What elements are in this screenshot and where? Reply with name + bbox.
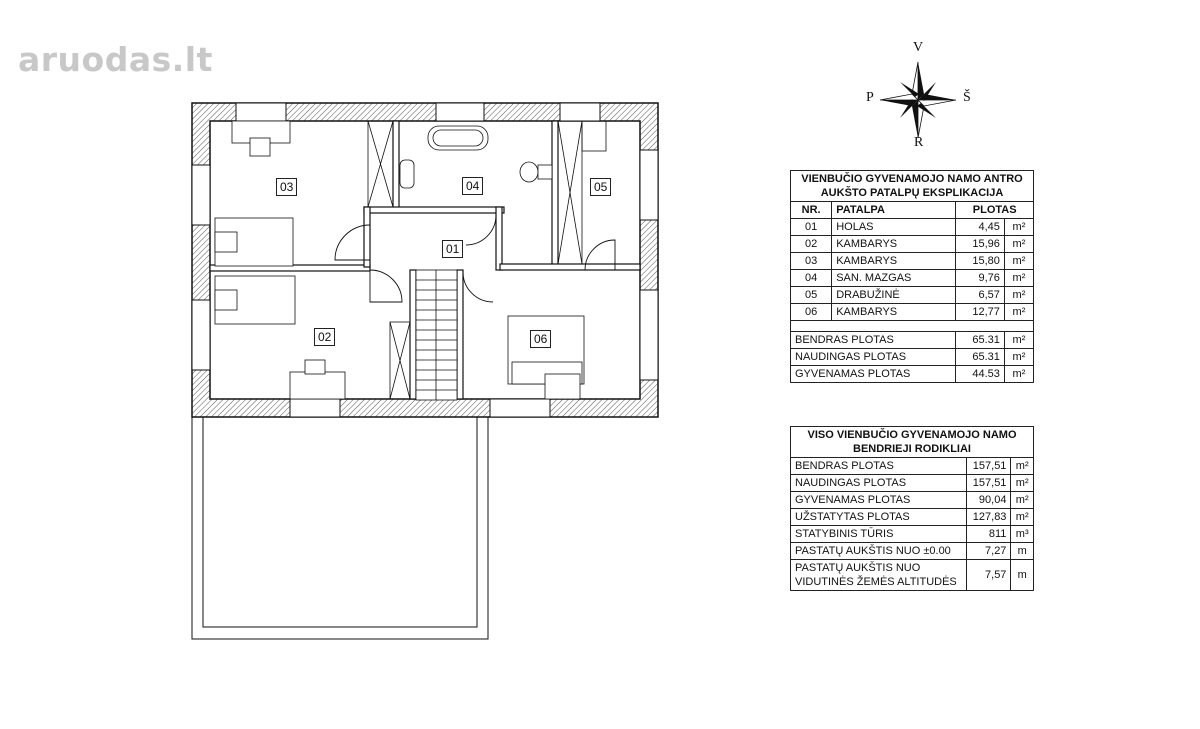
table-row (791, 526, 1034, 543)
table-title-line2: AUKŠTO PATALPŲ EKSPLIKACIJA (820, 187, 1004, 199)
doors (335, 215, 615, 302)
row-unit: m² (1004, 287, 1033, 304)
table-row (791, 304, 1034, 321)
table-row (791, 475, 1034, 492)
total-label: BENDRAS PLOTAS (791, 332, 956, 349)
row-room: SAN. MAZGAS (832, 270, 956, 287)
total-row (791, 349, 1034, 366)
indicator-name: NAUDINGAS PLOTAS (791, 475, 967, 492)
row-nr: 02 (791, 236, 832, 253)
table-row (791, 543, 1034, 560)
indicator-unit: m² (1011, 492, 1034, 509)
total-label: GYVENAMAS PLOTAS (791, 366, 956, 383)
room-label-06: 06 (530, 330, 551, 348)
indicator-value: 811 (967, 526, 1011, 543)
table-row (791, 492, 1034, 509)
indicator-name-line1: PASTATŲ AUKŠTIS NUO (795, 562, 921, 574)
table-row (791, 287, 1034, 304)
indicator-value: 90,04 (967, 492, 1011, 509)
indicator-unit: m² (1011, 475, 1034, 492)
compass-south-label: R (914, 135, 924, 150)
total-row (791, 366, 1034, 383)
table-title (791, 171, 1034, 202)
indicator-name: UŽSTATYTAS PLOTAS (791, 509, 967, 526)
table-title-row (791, 427, 1034, 458)
row-room: HOLAS (832, 219, 956, 236)
total-label: NAUDINGAS PLOTAS (791, 349, 956, 366)
table-header-row (791, 202, 1034, 219)
indicator-value: 7,27 (967, 543, 1011, 560)
row-nr: 06 (791, 304, 832, 321)
compass-north-label: V (913, 40, 924, 55)
indicator-value: 127,83 (967, 509, 1011, 526)
table-title-row (791, 171, 1034, 202)
total-row (791, 332, 1034, 349)
row-unit: m² (1004, 236, 1033, 253)
table-row (791, 253, 1034, 270)
spacer-row (791, 321, 1034, 332)
compass-rose-icon (880, 62, 956, 138)
room-explication-table (790, 170, 1034, 383)
indicator-unit: m (1011, 560, 1034, 591)
room-label-02: 02 (314, 328, 335, 346)
indicator-name-line2: VIDUTINĖS ŽEMĖS ALTITUDĖS (795, 576, 957, 588)
row-area: 6,57 (956, 287, 1005, 304)
row-area: 15,80 (956, 253, 1005, 270)
indicator-unit: m³ (1011, 526, 1034, 543)
row-area: 4,45 (956, 219, 1005, 236)
row-area: 15,96 (956, 236, 1005, 253)
row-unit: m² (1004, 304, 1033, 321)
row-room: DRABUŽINĖ (832, 287, 956, 304)
room-label-04: 04 (462, 177, 483, 195)
indicator-unit: m (1011, 543, 1034, 560)
room-label-05: 05 (590, 178, 611, 196)
column-header-room: PATALPA (832, 202, 956, 219)
total-unit: m² (1004, 332, 1033, 349)
compass-east-label: Š (963, 90, 971, 105)
row-room: KAMBARYS (832, 253, 956, 270)
row-area: 9,76 (956, 270, 1005, 287)
total-area: 65.31 (956, 332, 1005, 349)
row-area: 12,77 (956, 304, 1005, 321)
row-room: KAMBARYS (832, 236, 956, 253)
total-unit: m² (1004, 349, 1033, 366)
table-row (791, 219, 1034, 236)
indicator-value: 7,57 (967, 560, 1011, 591)
indicator-value: 157,51 (967, 475, 1011, 492)
row-unit: m² (1004, 270, 1033, 287)
row-room: KAMBARYS (832, 304, 956, 321)
table-title-line1: VISO VIENBUČIO GYVENAMOJO NAMO (807, 429, 1017, 441)
row-nr: 05 (791, 287, 832, 304)
indicator-name: PASTATŲ AUKŠTIS NUO ±0.00 (791, 543, 967, 560)
row-nr: 01 (791, 219, 832, 236)
column-header-nr: NR. (791, 202, 832, 219)
indicator-name (791, 560, 967, 591)
indicator-value: 157,51 (967, 458, 1011, 475)
row-nr: 04 (791, 270, 832, 287)
indicator-unit: m² (1011, 509, 1034, 526)
staircase (416, 270, 457, 400)
total-area: 65.31 (956, 349, 1005, 366)
table-row (791, 560, 1034, 591)
table-title-line2: BENDRIEJI RODIKLIAI (853, 443, 971, 455)
terrace (192, 417, 488, 639)
total-unit: m² (1004, 366, 1033, 383)
indicator-name: GYVENAMAS PLOTAS (791, 492, 967, 509)
table-title (791, 427, 1034, 458)
watermark-text: aruodas.lt (18, 40, 213, 79)
room-label-01: 01 (442, 240, 463, 258)
table-row (791, 458, 1034, 475)
column-header-area: PLOTAS (956, 202, 1034, 219)
indicator-unit: m² (1011, 458, 1034, 475)
building-indicators-table (790, 426, 1034, 591)
table-row (791, 236, 1034, 253)
row-unit: m² (1004, 253, 1033, 270)
compass-west-label: P (866, 90, 874, 105)
indicator-name: BENDRAS PLOTAS (791, 458, 967, 475)
row-unit: m² (1004, 219, 1033, 236)
indicator-name: STATYBINIS TŪRIS (791, 526, 967, 543)
table-row (791, 509, 1034, 526)
total-area: 44.53 (956, 366, 1005, 383)
room-label-03: 03 (276, 178, 297, 196)
table-title-line1: VIENBUČIO GYVENAMOJO NAMO ANTRO (801, 173, 1023, 185)
row-nr: 03 (791, 253, 832, 270)
table-row (791, 270, 1034, 287)
